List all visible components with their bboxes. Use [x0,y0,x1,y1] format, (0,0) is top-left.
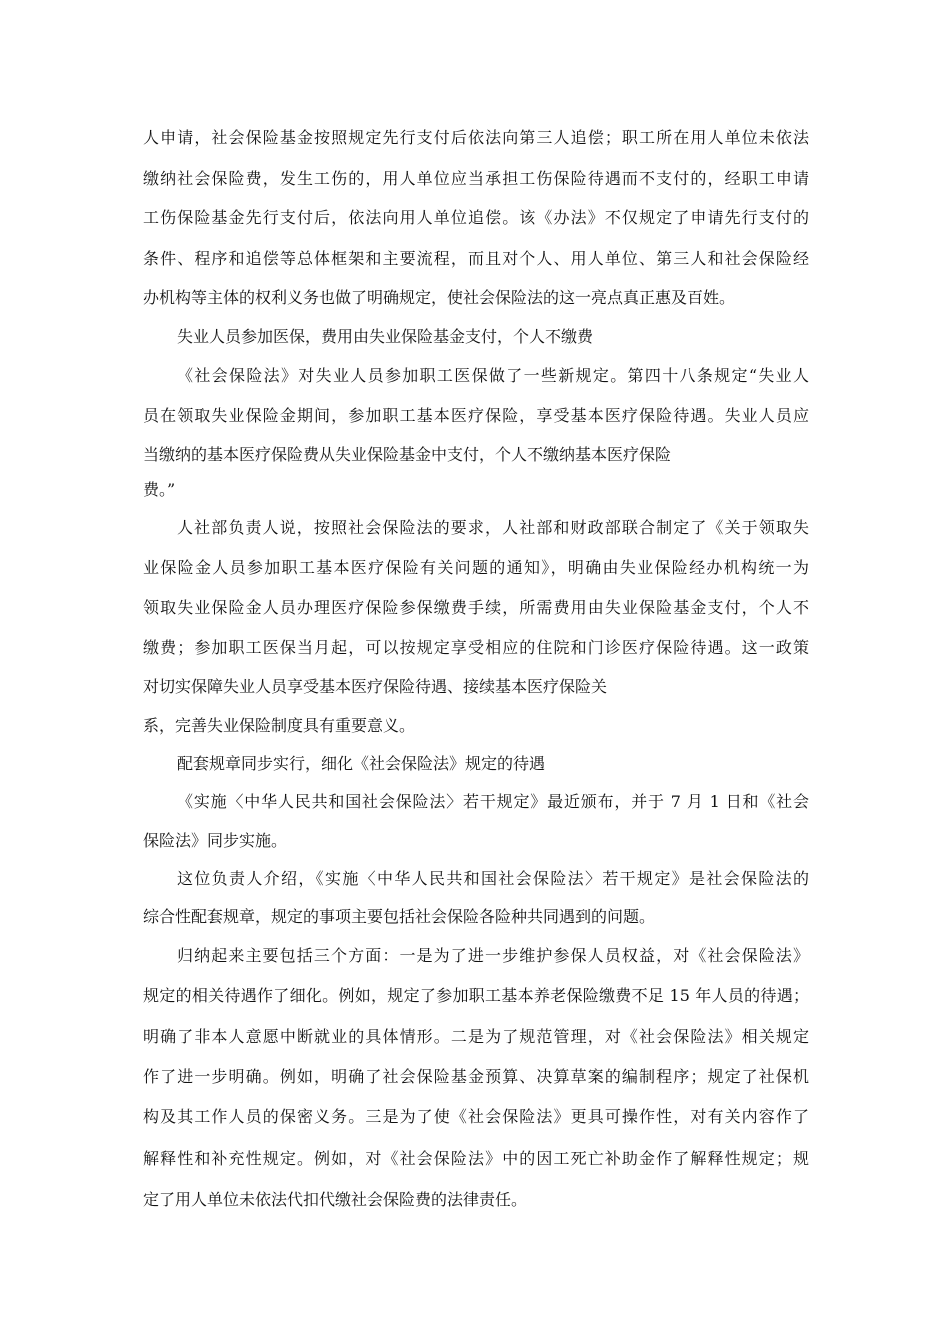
text-line: 领取失业保险金人员办理医疗保险参保缴费手续，所需费用由失业保险基金支付，个人不 [143,598,809,617]
text-line: 《实施〈中华人民共和国社会保险法〉若干规定》最近颁布，并于 7 月 1 日和《社会 [177,792,809,811]
section-heading: 失业人员参加医保，费用由失业保险基金支付，个人不缴费 [177,327,594,346]
text-line: 缴费；参加职工医保当月起，可以按规定享受相应的住院和门诊医疗保险待遇。这一政策 [143,638,809,657]
text-line: 解释性和补充性规定。例如，对《社会保险法》中的因工死亡补助金作了解释性规定；规 [143,1149,809,1168]
text-line: 缴纳社会保险费，发生工伤的，用人单位应当承担工伤保险待遇而不支付的，经职工申请 [143,169,809,188]
text-line: 这位负责人介绍，《实施〈中华人民共和国社会保险法〉若干规定》是社会保险法的 [177,869,809,888]
section-heading: 配套规章同步实行，细化《社会保险法》规定的待遇 [177,754,546,773]
text-line: 条件、程序和追偿等总体框架和主要流程，而且对个人、用人单位、第三人和社会保险经 [143,249,809,268]
text-line: 对切实保障失业人员享受基本医疗保险待遇、接续基本医疗保险关 [143,677,608,696]
text-line: 作了进一步明确。例如，明确了社会保险基金预算、决算草案的编制程序；规定了社保机 [143,1067,809,1086]
text-line: 《社会保险法》对失业人员参加职工医保做了一些新规定。第四十八条规定“失业人 [177,366,809,385]
text-line: 业保险金人员参加职工基本医疗保险有关问题的通知》，明确由失业保险经办机构统一为 [143,558,809,577]
text-line: 办机构等主体的权利义务也做了明确规定，使社会保险法的这一亮点真正惠及百姓。 [143,288,736,307]
text-line: 归纳起来主要包括三个方面：一是为了进一步维护参保人员权益，对《社会保险法》 [177,946,809,965]
text-line: 定了用人单位未依法代扣代缴社会保险费的法律责任。 [143,1190,528,1209]
text-line: 系，完善失业保险制度具有重要意义。 [143,716,416,735]
text-line: 综合性配套规章，规定的事项主要包括社会保险各险种共同遇到的问题。 [143,907,656,926]
text-line: 工伤保险基金先行支付后，依法向用人单位追偿。该《办法》不仅规定了申请先行支付的 [143,208,809,227]
text-line: 员在领取失业保险金期间，参加职工基本医疗保险，享受基本医疗保险待遇。失业人员应 [143,406,809,425]
text-line: 明确了非本人意愿中断就业的具体情形。二是为了规范管理，对《社会保险法》相关规定 [143,1027,809,1046]
text-line: 人社部负责人说，按照社会保险法的要求，人社部和财政部联合制定了《关于领取失 [177,518,809,537]
text-line: 保险法》同步实施。 [143,831,288,850]
text-line: 构及其工作人员的保密义务。三是为了使《社会保险法》更具可操作性，对有关内容作了 [143,1107,809,1126]
text-line: 当缴纳的基本医疗保险费从失业保险基金中支付，个人不缴纳基本医疗保险 [143,445,672,464]
text-line: 费。” [143,480,176,499]
text-line: 人申请，社会保险基金按照规定先行支付后依法向第三人追偿；职工所在用人单位未依法 [143,128,809,147]
text-line: 规定的相关待遇作了细化。例如，规定了参加职工基本养老保险缴费不足 15 年人员的待遇； [143,986,809,1005]
